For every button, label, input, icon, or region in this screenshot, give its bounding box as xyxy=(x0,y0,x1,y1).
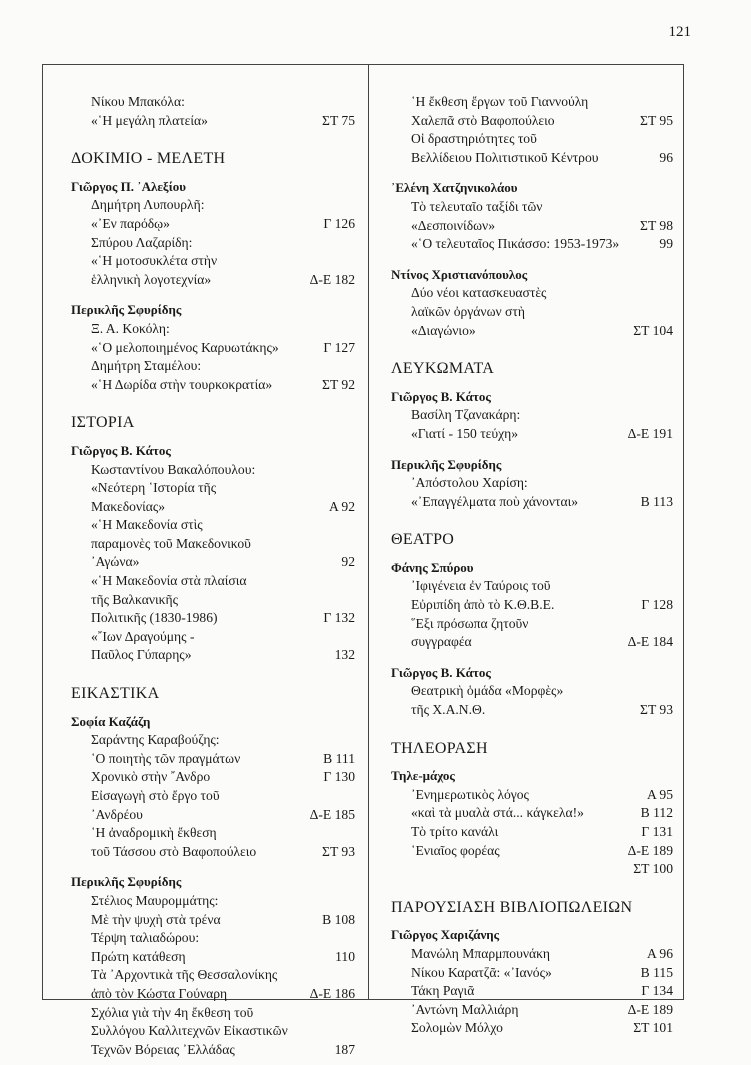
index-entry-block xyxy=(71,178,355,296)
index-line xyxy=(391,1001,673,1020)
issue-reference: Γ 134 xyxy=(641,983,673,999)
issue-reference: Α 92 xyxy=(328,498,355,514)
left-column xyxy=(71,93,355,1065)
issue-reference: Δ-Ε 189 xyxy=(627,842,673,858)
index-line xyxy=(71,376,355,395)
issue-reference: Δ-Ε 191 xyxy=(627,425,673,441)
entry-title: Δημήτρη Σταμέλου: xyxy=(91,358,202,374)
entry-title: «Διαγώνιο» xyxy=(411,322,476,338)
section-heading: ΔΟΚΙΜΙΟ - ΜΕΛΕΤΗ xyxy=(71,150,226,168)
index-entry-block xyxy=(71,873,355,1065)
entry-title: Εἰσαγωγὴ στὸ ἔργο τοῦ xyxy=(91,788,220,803)
entry-title: λαϊκῶν ὀργάνων στὴ xyxy=(411,303,525,319)
index-line xyxy=(71,948,355,967)
index-line xyxy=(71,731,355,750)
issue-reference: Β 108 xyxy=(322,911,355,927)
index-line xyxy=(71,609,355,628)
entry-title: «῾Ο τελευταῖος Πικάσσο: 1953-1973» xyxy=(411,236,620,252)
index-line xyxy=(71,516,355,535)
index-line xyxy=(391,149,673,168)
index-line xyxy=(71,628,355,647)
entry-title: Στέλιος Μαυρομμάτης: xyxy=(91,892,219,908)
entry-title: Θεατρικὴ ὁμάδα «Μορφὲς» xyxy=(411,683,564,699)
index-line xyxy=(71,1041,355,1060)
entry-title: ῾Η ἔκθεση ἔργων τοῦ Γιαννούλη xyxy=(411,94,589,109)
index-entry-block xyxy=(71,442,355,671)
entry-title: Οἱ δραστηριότητες τοῦ xyxy=(411,131,537,147)
index-line xyxy=(391,823,673,842)
index-line xyxy=(71,357,355,376)
issue-reference: ΣΤ 93 xyxy=(640,702,673,718)
issue-reference: Γ 127 xyxy=(323,339,355,355)
entry-title: ᾿Αντώνη Μαλλιάρη xyxy=(411,1001,519,1017)
index-line xyxy=(391,964,673,983)
entry-title: ἀπὸ τὸν Κώστα Γούναρη xyxy=(91,985,228,1001)
issue-reference: Γ 130 xyxy=(323,769,355,785)
index-line xyxy=(71,320,355,339)
page-number: 121 xyxy=(668,24,691,40)
index-line xyxy=(391,786,673,805)
entry-title: Βασίλη Τζανακάρη: xyxy=(411,407,521,423)
entry-title: Παῦλος Γύπαρης» xyxy=(91,647,192,663)
index-line xyxy=(391,804,673,823)
issue-reference: Δ-Ε 184 xyxy=(627,634,673,650)
index-line xyxy=(391,860,673,879)
entry-title: ῾Η ἀναδρομικὴ ἔκθεση xyxy=(91,825,217,841)
column-divider xyxy=(368,65,369,999)
entry-title: Πρώτη κατάθεση xyxy=(91,948,186,964)
entry-title: ᾿Ιφιγένεια ἐν Ταύροις τοῦ xyxy=(411,578,551,594)
author-name: Γιῶργος Π. ᾿Αλεξίου xyxy=(71,178,186,194)
index-line xyxy=(71,196,355,215)
index-line xyxy=(391,615,673,634)
index-line xyxy=(391,633,673,652)
entry-title: Τάκη Ραγιᾶ xyxy=(411,983,475,999)
index-line xyxy=(391,112,673,131)
issue-reference: Β 115 xyxy=(640,964,673,980)
entry-title: Νίκου Μπακόλα: xyxy=(91,94,185,109)
index-line xyxy=(71,843,355,862)
entry-title: Μακεδονίας» xyxy=(91,498,166,514)
author-name: Περικλῆς Σφυρίδης xyxy=(71,874,182,890)
index-line xyxy=(391,1019,673,1038)
entry-title: συγγραφέα xyxy=(411,634,472,650)
issue-reference: 96 xyxy=(659,149,673,165)
author-name: Φάνης Σπύρου xyxy=(391,559,474,575)
entry-title: «῾Η μεγάλη πλατεία» xyxy=(91,112,208,128)
entry-title: Δημήτρη Λυπουρλῆ: xyxy=(91,197,205,213)
index-line xyxy=(71,271,355,290)
index-line xyxy=(391,425,673,444)
entry-title: Πολιτικῆς (1830-1986) xyxy=(91,610,218,626)
index-line xyxy=(71,1022,355,1041)
index-line xyxy=(71,892,355,911)
issue-reference: ΣΤ 101 xyxy=(633,1020,673,1036)
right-column xyxy=(391,93,673,1044)
entry-title: «Νεότερη ῾Ιστορία τῆς xyxy=(91,480,217,496)
index-line xyxy=(71,498,355,517)
issue-reference: Γ 126 xyxy=(323,215,355,231)
section-heading: ΤΗΛΕΟΡΑΣΗ xyxy=(391,739,488,757)
index-line xyxy=(71,553,355,572)
author-name: Γιῶργος Β. Κάτος xyxy=(71,442,171,458)
entry-title: Τὰ ᾿Αρχοντικὰ τῆς Θεσσαλονίκης xyxy=(91,967,278,983)
author-name: Περικλῆς Σφυρίδης xyxy=(71,302,182,318)
entry-title: τῆς Χ.Α.Ν.Θ. xyxy=(411,702,486,718)
issue-reference: Β 111 xyxy=(323,750,355,766)
issue-reference: ΣΤ 75 xyxy=(322,112,355,128)
issue-reference: 187 xyxy=(334,1041,355,1057)
issue-reference: 99 xyxy=(659,236,673,252)
index-line xyxy=(391,596,673,615)
entry-title: «῾Η Μακεδονία στὶς xyxy=(91,517,203,533)
index-line xyxy=(71,572,355,591)
entry-title: Δύο νέοι κατασκευαστὲς xyxy=(411,285,547,301)
author-name: Γιῶργος Χαριζάνης xyxy=(391,927,500,943)
index-entry-block xyxy=(391,388,673,450)
index-entry-block xyxy=(391,767,673,885)
index-line xyxy=(71,461,355,480)
issue-reference: Γ 132 xyxy=(323,610,355,626)
index-entry-block xyxy=(391,266,673,346)
entry-title: Μὲ τὴν ψυχὴ στὰ τρένα xyxy=(91,911,221,927)
index-line xyxy=(71,93,355,112)
entry-title: ῾Ενιαῖος φορέας xyxy=(411,842,500,858)
index-line xyxy=(71,824,355,843)
index-entry-block xyxy=(391,456,673,518)
entry-title: Βελλίδειου Πολιτιστικοῦ Κέντρου xyxy=(411,149,599,165)
index-line xyxy=(391,322,673,341)
index-line xyxy=(391,130,673,149)
entry-title: Τὸ τελευταῖο ταξίδι τῶν xyxy=(411,198,543,214)
issue-reference: 92 xyxy=(341,554,355,570)
issue-reference: ΣΤ 104 xyxy=(633,322,673,338)
entry-title: ῾Ο ποιητὴς τῶν πραγμάτων xyxy=(91,750,241,766)
issue-reference: ΣΤ 93 xyxy=(322,843,355,859)
entry-title: «῎Ιων Δραγούμης - xyxy=(91,628,195,644)
index-entry-block xyxy=(71,93,355,136)
issue-reference: 110 xyxy=(335,948,355,964)
author-name: ᾿Ελένη Χατζηνικολάου xyxy=(391,180,518,196)
issue-reference: Α 95 xyxy=(646,786,673,802)
section-heading: ΛΕΥΚΩΜΑΤΑ xyxy=(391,360,495,378)
index-line xyxy=(71,985,355,1004)
entry-title: Τέρψη ταλιαδώρου: xyxy=(91,930,200,946)
index-line xyxy=(71,252,355,271)
entry-title: Τεχνῶν Βόρειας ᾿Ελλάδας xyxy=(91,1041,235,1057)
entry-title: «῾Η Μακεδονία στὰ πλαίσια xyxy=(91,573,247,589)
entry-title: «᾿Εν παρόδῳ» xyxy=(91,215,170,231)
index-line xyxy=(71,215,355,234)
index-line xyxy=(71,535,355,554)
index-frame xyxy=(42,64,684,1057)
entry-title: Τὸ τρίτο κανάλι xyxy=(411,824,499,839)
entry-title: «῾Η Δωρίδα στὴν τουρκοκρατία» xyxy=(91,376,273,392)
entry-title: ᾿Ενημερωτικὸς λόγος xyxy=(411,786,529,802)
entry-title: Σολομὼν Μόλχο xyxy=(411,1020,503,1036)
index-line xyxy=(391,198,673,217)
issue-reference: Δ-Ε 182 xyxy=(309,271,355,287)
entry-title: Συλλόγου Καλλιτεχνῶν Εἰκαστικῶν xyxy=(91,1023,288,1039)
index-line xyxy=(71,339,355,358)
author-name: Περικλῆς Σφυρίδης xyxy=(391,456,502,472)
index-line xyxy=(71,768,355,787)
author-name: Γιῶργος Β. Κάτος xyxy=(391,664,491,680)
index-line xyxy=(71,646,355,665)
section-heading: ΠΑΡΟΥΣΙΑΣΗ ΒΙΒΛΙΟΠΩΛΕΙΩΝ xyxy=(391,898,633,916)
issue-reference: Β 113 xyxy=(640,493,673,509)
entry-title: Χρονικὸ στὴν ῎Ανδρο xyxy=(91,769,211,785)
entry-title: ἑλληνικὴ λογοτεχνία» xyxy=(91,271,212,287)
entry-title: Χαλεπᾶ στὸ Βαφοπούλειο xyxy=(411,112,555,128)
entry-title: παραμονὲς τοῦ Μακεδονικοῦ xyxy=(91,535,251,551)
index-entry-block xyxy=(391,179,673,259)
entry-title: Νίκου Καρατζᾶ: «᾿Ιανός» xyxy=(411,964,552,980)
entry-title: Σπύρου Λαζαρίδη: xyxy=(91,234,193,250)
index-line xyxy=(71,911,355,930)
index-line xyxy=(391,235,673,254)
issue-reference: ΣΤ 100 xyxy=(633,861,673,877)
entry-title: Ξ. Α. Κοκόλη: xyxy=(91,320,170,336)
entry-title: Σαράντης Καραβούζης: xyxy=(91,732,220,748)
index-line xyxy=(391,217,673,236)
index-line xyxy=(71,479,355,498)
entry-title: «Γιατί - 150 τεύχη» xyxy=(411,425,519,441)
issue-reference: Γ 128 xyxy=(641,597,673,613)
entry-title: Κωσταντίνου Βακαλόπουλου: xyxy=(91,461,256,477)
entry-title: «Δεσποινίδων» xyxy=(411,217,495,233)
issue-reference: 132 xyxy=(334,647,355,663)
index-entry-block xyxy=(391,664,673,726)
index-line xyxy=(391,577,673,596)
index-line xyxy=(391,303,673,322)
issue-reference: Δ-Ε 189 xyxy=(627,1001,673,1017)
index-line xyxy=(71,750,355,769)
section-heading: ΙΣΤΟΡΙΑ xyxy=(71,414,135,432)
index-entry-block xyxy=(391,926,673,1044)
entry-title: Μανώλη Μπαρμπουνάκη xyxy=(411,945,551,961)
index-entry-block xyxy=(71,713,355,868)
index-entry-block xyxy=(391,93,673,173)
index-line xyxy=(391,945,673,964)
index-line xyxy=(71,1004,355,1023)
index-entry-block xyxy=(71,301,355,400)
index-line xyxy=(71,234,355,253)
author-name: Γιῶργος Β. Κάτος xyxy=(391,388,491,404)
index-line xyxy=(391,842,673,861)
entry-title: ᾿Ανδρέου xyxy=(91,806,143,822)
index-line xyxy=(71,929,355,948)
index-line xyxy=(71,112,355,131)
issue-reference: Γ 131 xyxy=(641,824,673,839)
issue-reference: ΣΤ 98 xyxy=(640,217,673,233)
index-line xyxy=(391,474,673,493)
issue-reference: Δ-Ε 185 xyxy=(309,806,355,822)
index-line xyxy=(71,966,355,985)
index-line xyxy=(391,93,673,112)
author-name: Τηλε-μάχος xyxy=(391,768,455,784)
index-line xyxy=(391,284,673,303)
entry-title: Εὐριπίδη ἀπὸ τὸ Κ.Θ.Β.Ε. xyxy=(411,597,555,613)
entry-title: ᾿Αγώνα» xyxy=(91,554,140,570)
author-name: Ντίνος Χριστιανόπουλος xyxy=(391,266,528,282)
index-line xyxy=(71,591,355,610)
entry-title: «᾿Επαγγέλματα ποὺ χάνονται» xyxy=(411,493,579,509)
index-line xyxy=(391,682,673,701)
issue-reference: Δ-Ε 186 xyxy=(309,985,355,1001)
index-line xyxy=(391,982,673,1001)
section-heading: ΘΕΑΤΡΟ xyxy=(391,531,455,549)
issue-reference: ΣΤ 92 xyxy=(322,376,355,392)
index-line xyxy=(391,493,673,512)
index-line xyxy=(391,701,673,720)
entry-title: «῾Ο μελοποιημένος Καρυωτάκης» xyxy=(91,339,279,355)
index-entry-block xyxy=(391,559,673,658)
issue-reference: Α 96 xyxy=(646,945,673,961)
index-line xyxy=(391,406,673,425)
entry-title: ῞Εξι πρόσωπα ζητοῦν xyxy=(411,615,529,631)
index-line xyxy=(71,806,355,825)
issue-reference: ΣΤ 95 xyxy=(640,112,673,128)
section-heading: ΕΙΚΑΣΤΙΚΑ xyxy=(71,685,160,703)
index-line xyxy=(71,787,355,806)
entry-title: τῆς Βαλκανικῆς xyxy=(91,591,179,607)
issue-reference: Β 112 xyxy=(640,805,673,821)
entry-title: τοῦ Τάσσου στὸ Βαφοπούλειο xyxy=(91,843,257,859)
entry-title: ᾿Απόστολου Χαρίση: xyxy=(411,475,528,491)
entry-title: «῾Η μοτοσυκλέτα στὴν xyxy=(91,253,218,269)
entry-title: Σχόλια γιὰ τὴν 4η ἔκθεση τοῦ xyxy=(91,1004,254,1020)
author-name: Σοφία Καζάζη xyxy=(71,713,151,729)
entry-title: «καὶ τὰ μυαλὰ στά... κάγκελα!» xyxy=(411,805,584,821)
